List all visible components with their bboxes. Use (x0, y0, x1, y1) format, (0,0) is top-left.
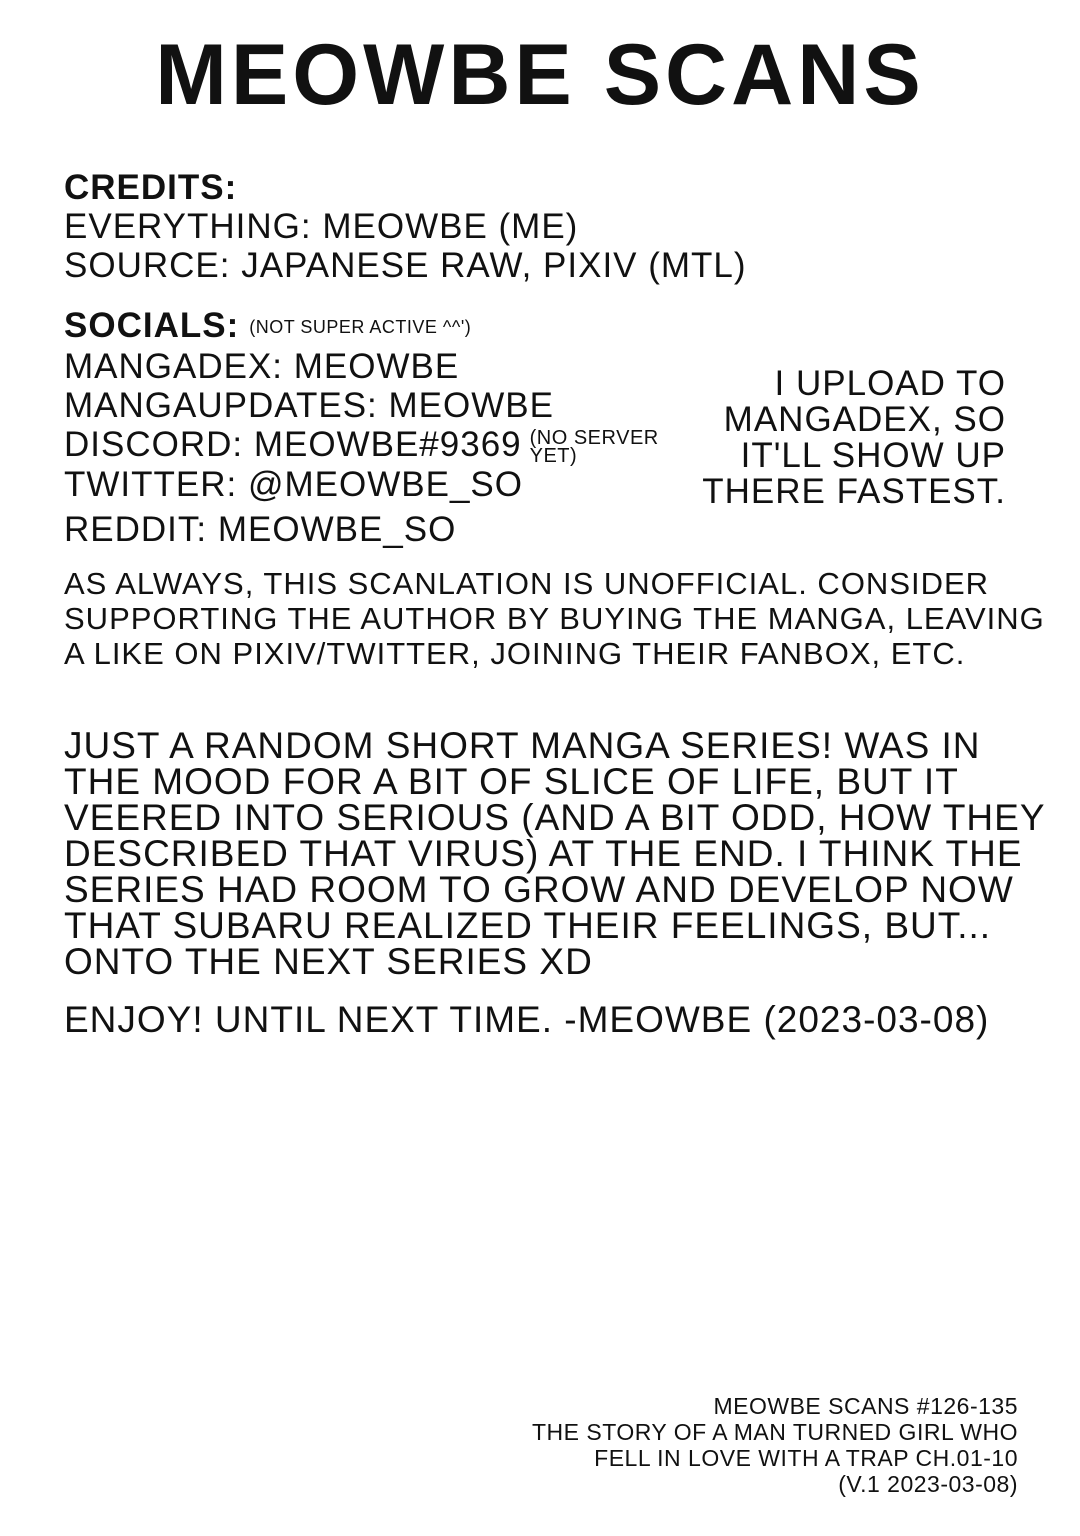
footer-line: MEOWBE SCANS #126-135 (713, 1393, 1018, 1419)
discord-note-line-1: (NO SERVER (529, 427, 659, 449)
message-line: SERIES HAD ROOM TO GROW AND DEVELOP NOW (64, 869, 1014, 910)
social-mangadex: MANGADEX: MEOWBE (64, 347, 460, 387)
signoff-line: ENJOY! UNTIL NEXT TIME. -MEOWBE (2023-03-08) (64, 999, 990, 1040)
upload-note-line: MANGADEX, SO (723, 400, 1006, 439)
footer-line: (V.1 2023-03-08) (838, 1471, 1018, 1497)
message-line: THAT SUBARU REALIZED THEIR FEELINGS, BUT... (64, 905, 992, 946)
upload-note-line: IT'LL SHOW UP (740, 436, 1006, 475)
footer-line: THE STORY OF A MAN TURNED GIRL WHO (531, 1419, 1018, 1445)
social-discord: DISCORD: MEOWBE#9369 (64, 425, 522, 465)
socials-heading-row (64, 306, 659, 347)
credits-line-everything: EVERYTHING: MEOWBE (ME) (64, 207, 579, 246)
disclaimer-line: AS ALWAYS, THIS SCANLATION IS UNOFFICIAL. CONSIDER (64, 566, 990, 601)
discord-note-line-2: YET) (529, 445, 578, 467)
social-twitter: TWITTER: @MEOWBE_SO (64, 465, 523, 504)
disclaimer-line: SUPPORTING THE AUTHOR BY BUYING THE MANGA, LEAVING (64, 601, 1045, 636)
credits-heading: CREDITS: (64, 168, 238, 207)
discord-note (530, 429, 659, 465)
upload-note (702, 366, 1006, 510)
credits-section (64, 168, 747, 285)
social-reddit: REDDIT: MEOWBE_SO (64, 510, 457, 549)
page-title: MEOWBE SCANS (155, 27, 925, 123)
socials-heading: SOCIALS: (64, 306, 240, 345)
socials-heading-note: (NOT SUPER ACTIVE ^^') (249, 317, 472, 338)
footer-info (532, 1393, 1018, 1497)
message-line: ONTO THE NEXT SERIES XD (64, 941, 593, 982)
social-discord-row (64, 425, 659, 465)
message-line: DESCRIBED THAT VIRUS) AT THE END. I THINK THE (64, 833, 1023, 874)
footer-line: FELL IN LOVE WITH A TRAP CH.01-10 (594, 1445, 1018, 1471)
message-line: THE MOOD FOR A BIT OF SLICE OF LIFE, BUT IT (64, 761, 959, 802)
socials-section (64, 306, 659, 549)
credits-line-source: SOURCE: JAPANESE RAW, PIXIV (MTL) (64, 246, 747, 285)
disclaimer-line: A LIKE ON PIXIV/TWITTER, JOINING THEIR FANBOX, ETC. (64, 636, 966, 671)
upload-note-line: I UPLOAD TO (774, 364, 1006, 403)
message-line: VEERED INTO SERIOUS (AND A BIT ODD, HOW THEY (64, 797, 1046, 838)
message-section (64, 725, 1046, 982)
social-mangaupdates: MANGAUPDATES: MEOWBE (64, 386, 554, 426)
message-line: JUST A RANDOM SHORT MANGA SERIES! WAS IN (64, 725, 981, 766)
signoff-section (64, 1000, 989, 1040)
upload-note-line: THERE FASTEST. (702, 472, 1006, 511)
disclaimer-section (64, 566, 1045, 671)
